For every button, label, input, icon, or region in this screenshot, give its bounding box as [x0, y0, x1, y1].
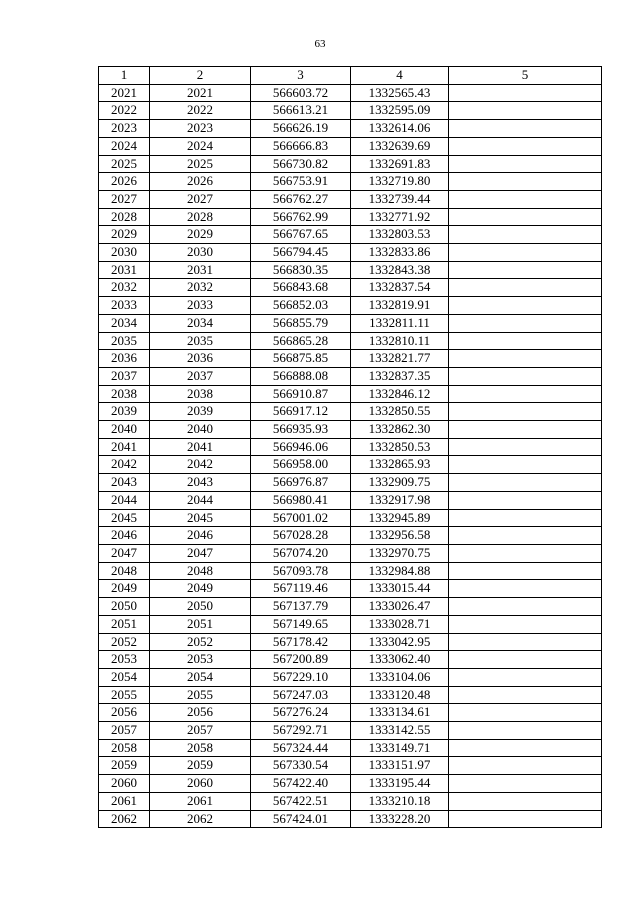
table-row [99, 704, 602, 722]
table-row [99, 651, 602, 669]
table-cell: 2052 [150, 633, 251, 651]
table-row [99, 739, 602, 757]
table-cell: 2043 [99, 474, 150, 492]
table-cell: 567200.89 [251, 651, 351, 669]
table-row [99, 474, 602, 492]
table-cell: 2029 [99, 226, 150, 244]
table-cell: 2051 [150, 615, 251, 633]
table-cell: 2058 [150, 739, 251, 757]
table-cell: 2035 [99, 332, 150, 350]
table-cell: 2022 [150, 102, 251, 120]
table-cell: 2058 [99, 739, 150, 757]
table-row [99, 598, 602, 616]
table-cell [449, 686, 602, 704]
table-cell: 566888.08 [251, 367, 351, 385]
table-cell: 1333134.61 [351, 704, 449, 722]
column-header: 5 [449, 67, 602, 85]
table-cell: 566976.87 [251, 474, 351, 492]
table-cell: 2026 [150, 173, 251, 191]
table-body [99, 84, 602, 828]
table-cell [449, 297, 602, 315]
table-cell: 567422.51 [251, 792, 351, 810]
table-cell: 2031 [99, 261, 150, 279]
table-cell: 2034 [99, 314, 150, 332]
table-cell: 566843.68 [251, 279, 351, 297]
table-cell: 567292.71 [251, 722, 351, 740]
table-cell: 2024 [150, 137, 251, 155]
page-number: 63 [314, 38, 326, 50]
table-cell [449, 527, 602, 545]
table-row [99, 562, 602, 580]
table-cell: 2033 [99, 297, 150, 315]
table-cell [449, 544, 602, 562]
table-cell: 566794.45 [251, 244, 351, 262]
table-row [99, 438, 602, 456]
table-cell: 2033 [150, 297, 251, 315]
table-cell [449, 438, 602, 456]
table-cell: 2021 [99, 84, 150, 102]
table-cell [449, 615, 602, 633]
table-row [99, 810, 602, 828]
table-cell: 567424.01 [251, 810, 351, 828]
table-cell: 2050 [150, 598, 251, 616]
table-cell: 1333104.06 [351, 668, 449, 686]
table-cell [449, 403, 602, 421]
table-cell: 2046 [150, 527, 251, 545]
table-cell: 2030 [150, 244, 251, 262]
table-cell: 2061 [150, 792, 251, 810]
table-cell: 2047 [99, 544, 150, 562]
table-row [99, 84, 602, 102]
table-cell [449, 739, 602, 757]
table-row [99, 120, 602, 138]
table-cell: 567330.54 [251, 757, 351, 775]
table-cell: 2053 [150, 651, 251, 669]
table-cell: 1332862.30 [351, 421, 449, 439]
table-cell: 1333228.20 [351, 810, 449, 828]
table-cell [449, 137, 602, 155]
table-cell: 1332956.58 [351, 527, 449, 545]
table-cell [449, 314, 602, 332]
table-cell: 2028 [150, 208, 251, 226]
table-cell [449, 456, 602, 474]
table-cell: 566603.72 [251, 84, 351, 102]
table-cell: 2039 [150, 403, 251, 421]
column-header: 3 [251, 67, 351, 85]
table-cell: 2023 [150, 120, 251, 138]
table-cell: 2057 [99, 722, 150, 740]
table-cell: 1332810.11 [351, 332, 449, 350]
table-row [99, 226, 602, 244]
table-cell [449, 722, 602, 740]
table-cell: 566730.82 [251, 155, 351, 173]
table-cell [449, 651, 602, 669]
table-cell [449, 173, 602, 191]
table-cell: 2049 [99, 580, 150, 598]
table-cell: 567247.03 [251, 686, 351, 704]
table-cell: 567178.42 [251, 633, 351, 651]
table-cell: 1333120.48 [351, 686, 449, 704]
table-cell: 567093.78 [251, 562, 351, 580]
table-cell: 2026 [99, 173, 150, 191]
table-cell: 2055 [150, 686, 251, 704]
table-row [99, 297, 602, 315]
table-cell: 2055 [99, 686, 150, 704]
table-row [99, 350, 602, 368]
table-cell: 1332846.12 [351, 385, 449, 403]
table-cell [449, 562, 602, 580]
table-cell: 1332850.53 [351, 438, 449, 456]
table-cell: 2028 [99, 208, 150, 226]
table-cell: 1332909.75 [351, 474, 449, 492]
table-cell: 2056 [150, 704, 251, 722]
table-cell: 1333151.97 [351, 757, 449, 775]
table-cell: 1332639.69 [351, 137, 449, 155]
table-cell [449, 350, 602, 368]
column-header: 4 [351, 67, 449, 85]
table-cell: 1332865.93 [351, 456, 449, 474]
table-cell: 1333026.47 [351, 598, 449, 616]
table-cell: 566852.03 [251, 297, 351, 315]
table-cell: 1332771.92 [351, 208, 449, 226]
table-cell: 1332945.89 [351, 509, 449, 527]
table-cell: 566865.28 [251, 332, 351, 350]
table-cell [449, 421, 602, 439]
table-cell: 2059 [99, 757, 150, 775]
table-row [99, 580, 602, 598]
table-cell: 2040 [99, 421, 150, 439]
table-cell: 2054 [150, 668, 251, 686]
table-cell: 2046 [99, 527, 150, 545]
column-header: 1 [99, 67, 150, 85]
table-cell [449, 332, 602, 350]
table-cell: 567422.40 [251, 775, 351, 793]
table-cell: 1332917.98 [351, 491, 449, 509]
table-cell [449, 155, 602, 173]
table-cell: 2027 [150, 190, 251, 208]
table-row [99, 757, 602, 775]
table-row [99, 244, 602, 262]
table-cell: 1332595.09 [351, 102, 449, 120]
table-cell [449, 244, 602, 262]
table-cell: 2051 [99, 615, 150, 633]
table-cell: 1332843.38 [351, 261, 449, 279]
column-header: 2 [150, 67, 251, 85]
table-cell: 2032 [99, 279, 150, 297]
table-cell: 567149.65 [251, 615, 351, 633]
table-cell: 2035 [150, 332, 251, 350]
table-cell: 2029 [150, 226, 251, 244]
table-cell [449, 226, 602, 244]
table-row [99, 527, 602, 545]
table-row [99, 279, 602, 297]
table-cell [449, 810, 602, 828]
table-cell: 567276.24 [251, 704, 351, 722]
table-cell: 566946.06 [251, 438, 351, 456]
table-row [99, 686, 602, 704]
table-cell: 2031 [150, 261, 251, 279]
table-cell: 2027 [99, 190, 150, 208]
table-cell: 567074.20 [251, 544, 351, 562]
table-cell [449, 261, 602, 279]
table-cell: 2030 [99, 244, 150, 262]
table-cell [449, 385, 602, 403]
table-row [99, 173, 602, 191]
table-row [99, 722, 602, 740]
table-row [99, 792, 602, 810]
table-cell: 2040 [150, 421, 251, 439]
table-cell: 2054 [99, 668, 150, 686]
table-cell: 2021 [150, 84, 251, 102]
table-cell [449, 474, 602, 492]
table-cell [449, 120, 602, 138]
table-cell: 566762.99 [251, 208, 351, 226]
table-row [99, 668, 602, 686]
table-row [99, 314, 602, 332]
table-cell: 1333015.44 [351, 580, 449, 598]
table-cell: 2048 [99, 562, 150, 580]
table-cell: 1332691.83 [351, 155, 449, 173]
table-cell: 567119.46 [251, 580, 351, 598]
table-cell [449, 668, 602, 686]
table-cell: 2038 [99, 385, 150, 403]
table-row [99, 775, 602, 793]
table-cell: 2034 [150, 314, 251, 332]
table-cell: 1332984.88 [351, 562, 449, 580]
table-cell: 1332565.43 [351, 84, 449, 102]
table-cell: 1333062.40 [351, 651, 449, 669]
table-cell: 2044 [150, 491, 251, 509]
table-cell: 566626.19 [251, 120, 351, 138]
table-cell: 566980.41 [251, 491, 351, 509]
table-cell: 1332833.86 [351, 244, 449, 262]
table-cell [449, 102, 602, 120]
table-cell: 2025 [99, 155, 150, 173]
table-cell: 2025 [150, 155, 251, 173]
table-row [99, 456, 602, 474]
table-cell: 2032 [150, 279, 251, 297]
table-cell [449, 279, 602, 297]
table-cell: 2057 [150, 722, 251, 740]
table-cell: 1332821.77 [351, 350, 449, 368]
table-cell: 2045 [150, 509, 251, 527]
table-cell: 567137.79 [251, 598, 351, 616]
table-cell: 2060 [150, 775, 251, 793]
table-cell: 566958.00 [251, 456, 351, 474]
table-cell: 567001.02 [251, 509, 351, 527]
table-cell: 2060 [99, 775, 150, 793]
table-cell: 2044 [99, 491, 150, 509]
table-cell: 2022 [99, 102, 150, 120]
table-cell: 2036 [99, 350, 150, 368]
table-cell: 2056 [99, 704, 150, 722]
table-cell: 2041 [150, 438, 251, 456]
table-row [99, 615, 602, 633]
table-cell: 566855.79 [251, 314, 351, 332]
table-cell: 2041 [99, 438, 150, 456]
table-row [99, 403, 602, 421]
table-cell: 2061 [99, 792, 150, 810]
table-row [99, 509, 602, 527]
table-cell: 1332837.54 [351, 279, 449, 297]
table-cell: 2062 [150, 810, 251, 828]
table-row [99, 102, 602, 120]
table-cell: 2048 [150, 562, 251, 580]
table-cell: 1332819.91 [351, 297, 449, 315]
table-cell: 1332719.80 [351, 173, 449, 191]
table-cell: 2039 [99, 403, 150, 421]
table-cell [449, 367, 602, 385]
table-cell [449, 775, 602, 793]
table-cell [449, 704, 602, 722]
table-row [99, 332, 602, 350]
table-cell: 566767.65 [251, 226, 351, 244]
table-row [99, 385, 602, 403]
table-cell: 2037 [99, 367, 150, 385]
table-cell: 566666.83 [251, 137, 351, 155]
table-cell: 566910.87 [251, 385, 351, 403]
table-cell: 2037 [150, 367, 251, 385]
table-cell: 566753.91 [251, 173, 351, 191]
table-row [99, 633, 602, 651]
table-row [99, 137, 602, 155]
table-cell: 2062 [99, 810, 150, 828]
table-cell: 567028.28 [251, 527, 351, 545]
coordinates-table [98, 66, 602, 828]
table-cell: 567324.44 [251, 739, 351, 757]
table-cell: 2047 [150, 544, 251, 562]
table-row [99, 208, 602, 226]
table-cell: 566875.85 [251, 350, 351, 368]
table-cell: 1332970.75 [351, 544, 449, 562]
table-cell [449, 509, 602, 527]
table-cell: 1333210.18 [351, 792, 449, 810]
table-cell [449, 84, 602, 102]
table-cell: 1332803.53 [351, 226, 449, 244]
table-cell: 2043 [150, 474, 251, 492]
table-cell: 2024 [99, 137, 150, 155]
table-row [99, 544, 602, 562]
table-cell: 1333142.55 [351, 722, 449, 740]
table-cell: 1333028.71 [351, 615, 449, 633]
table-cell: 2049 [150, 580, 251, 598]
table-header-row [99, 67, 602, 85]
table-row [99, 491, 602, 509]
table-cell: 2052 [99, 633, 150, 651]
table-cell: 2042 [99, 456, 150, 474]
table-cell: 2050 [99, 598, 150, 616]
table-cell [449, 580, 602, 598]
table-cell: 1332614.06 [351, 120, 449, 138]
table-cell [449, 491, 602, 509]
table-cell [449, 757, 602, 775]
table-cell: 566935.93 [251, 421, 351, 439]
table-row [99, 190, 602, 208]
table-row [99, 155, 602, 173]
table-row [99, 367, 602, 385]
table-cell: 1332837.35 [351, 367, 449, 385]
table-cell: 567229.10 [251, 668, 351, 686]
table-cell [449, 208, 602, 226]
table-cell: 566917.12 [251, 403, 351, 421]
table-cell: 566830.35 [251, 261, 351, 279]
table-row [99, 261, 602, 279]
table-cell: 2053 [99, 651, 150, 669]
table-cell [449, 190, 602, 208]
table-cell: 1333042.95 [351, 633, 449, 651]
table-cell: 2023 [99, 120, 150, 138]
table-cell: 1332739.44 [351, 190, 449, 208]
table-cell: 1332811.11 [351, 314, 449, 332]
table-cell: 1333195.44 [351, 775, 449, 793]
table-cell: 566762.27 [251, 190, 351, 208]
table-row [99, 421, 602, 439]
table-cell: 2042 [150, 456, 251, 474]
table-cell [449, 633, 602, 651]
table-cell: 2038 [150, 385, 251, 403]
table-cell: 1332850.55 [351, 403, 449, 421]
table-cell: 2059 [150, 757, 251, 775]
table-cell: 566613.21 [251, 102, 351, 120]
table-cell [449, 792, 602, 810]
table-cell: 1333149.71 [351, 739, 449, 757]
table-cell: 2045 [99, 509, 150, 527]
table-cell: 2036 [150, 350, 251, 368]
table-cell [449, 598, 602, 616]
